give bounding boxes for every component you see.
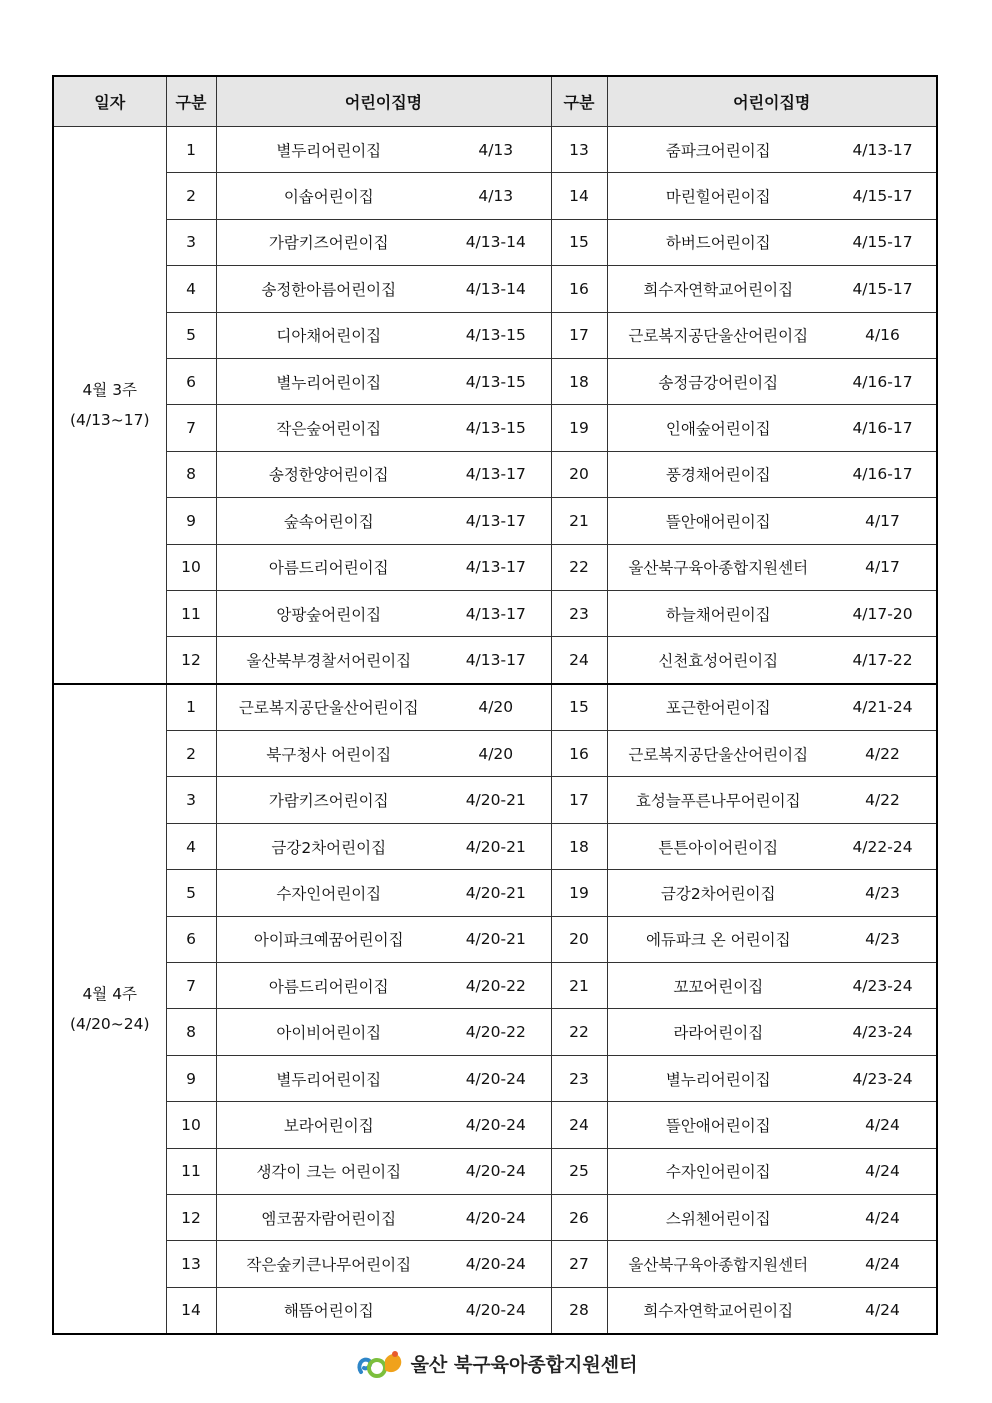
table-row xyxy=(53,1241,937,1287)
visit-date: 4/20-24 xyxy=(441,1287,551,1334)
visit-date: 4/13-15 xyxy=(441,405,551,451)
organization-logo-icon xyxy=(355,1346,405,1380)
visit-date: 4/13-14 xyxy=(441,219,551,265)
row-number: 5 xyxy=(166,312,216,358)
table-row xyxy=(53,173,937,219)
daycare-name: 꼬꼬어린이집 xyxy=(607,963,829,1009)
header-row xyxy=(53,76,937,127)
visit-date: 4/13 xyxy=(441,127,551,173)
visit-date: 4/13 xyxy=(441,173,551,219)
row-number: 12 xyxy=(166,637,216,684)
visit-date: 4/20-21 xyxy=(441,823,551,869)
daycare-name: 뜰안애어린이집 xyxy=(607,498,829,544)
row-number: 17 xyxy=(551,312,607,358)
daycare-name: 아이파크예꿈어린이집 xyxy=(216,916,441,962)
visit-date: 4/15-17 xyxy=(829,173,937,219)
daycare-name: 하늘채어린이집 xyxy=(607,590,829,636)
row-number: 23 xyxy=(551,590,607,636)
row-number: 2 xyxy=(166,173,216,219)
visit-date: 4/17 xyxy=(829,544,937,590)
row-number: 22 xyxy=(551,1009,607,1055)
header-name-left: 어린이집명 xyxy=(216,76,551,127)
row-number: 24 xyxy=(551,637,607,684)
table-row xyxy=(53,127,937,173)
daycare-name: 작은숲어린이집 xyxy=(216,405,441,451)
daycare-name: 라라어린이집 xyxy=(607,1009,829,1055)
table-row xyxy=(53,963,937,1009)
daycare-name: 아이비어린이집 xyxy=(216,1009,441,1055)
daycare-name: 이솝어린이집 xyxy=(216,173,441,219)
daycare-name: 가람키즈어린이집 xyxy=(216,219,441,265)
daycare-name: 송정금강어린이집 xyxy=(607,358,829,404)
row-number: 16 xyxy=(551,731,607,777)
daycare-name: 희수자연학교어린이집 xyxy=(607,1287,829,1334)
daycare-name: 효성늘푸른나무어린이집 xyxy=(607,777,829,823)
daycare-name: 하버드어린이집 xyxy=(607,219,829,265)
organization-name: 울산 북구육아종합지원센터 xyxy=(410,1353,638,1376)
week-range: (4/20~24) xyxy=(69,1014,150,1033)
row-number: 14 xyxy=(166,1287,216,1334)
row-number: 13 xyxy=(551,127,607,173)
visit-date: 4/20-24 xyxy=(441,1148,551,1194)
daycare-name: 디아채어린이집 xyxy=(216,312,441,358)
row-number: 19 xyxy=(551,405,607,451)
visit-date: 4/23-24 xyxy=(829,1055,937,1101)
visit-date: 4/13-17 xyxy=(441,498,551,544)
week-2-body xyxy=(53,684,937,1334)
row-number: 28 xyxy=(551,1287,607,1334)
daycare-name: 아름드리어린이집 xyxy=(216,544,441,590)
row-number: 3 xyxy=(166,219,216,265)
daycare-name: 풍경채어린이집 xyxy=(607,451,829,497)
visit-date: 4/20-22 xyxy=(441,1009,551,1055)
daycare-name: 보라어린이집 xyxy=(216,1102,441,1148)
daycare-name: 울산북부경찰서어린이집 xyxy=(216,637,441,684)
visit-date: 4/13-17 xyxy=(441,590,551,636)
visit-date: 4/20-21 xyxy=(441,916,551,962)
visit-date: 4/13-15 xyxy=(441,312,551,358)
week-label: 4월 4주 xyxy=(82,984,138,1003)
visit-date: 4/24 xyxy=(829,1287,937,1334)
schedule-table xyxy=(52,75,938,1335)
visit-date: 4/22 xyxy=(829,777,937,823)
daycare-name: 스위첸어린이집 xyxy=(607,1194,829,1240)
daycare-name: 울산북구육아종합지원센터 xyxy=(607,544,829,590)
row-number: 9 xyxy=(166,498,216,544)
row-number: 14 xyxy=(551,173,607,219)
visit-date: 4/17-20 xyxy=(829,590,937,636)
daycare-name: 근로복지공단울산어린이집 xyxy=(607,312,829,358)
visit-date: 4/13-17 xyxy=(441,637,551,684)
visit-date: 4/20-24 xyxy=(441,1194,551,1240)
daycare-name: 튼튼아이어린이집 xyxy=(607,823,829,869)
daycare-name: 포근한어린이집 xyxy=(607,684,829,731)
footer xyxy=(0,1345,992,1381)
visit-date: 4/16-17 xyxy=(829,451,937,497)
row-number: 20 xyxy=(551,451,607,497)
visit-date: 4/20-24 xyxy=(441,1102,551,1148)
table-row xyxy=(53,358,937,404)
table-row xyxy=(53,823,937,869)
week-label-cell xyxy=(53,127,166,684)
table-row xyxy=(53,312,937,358)
visit-date: 4/20-21 xyxy=(441,777,551,823)
table-row xyxy=(53,590,937,636)
row-number: 6 xyxy=(166,358,216,404)
table-row xyxy=(53,266,937,312)
row-number: 7 xyxy=(166,405,216,451)
row-number: 18 xyxy=(551,358,607,404)
visit-date: 4/15-17 xyxy=(829,266,937,312)
row-number: 11 xyxy=(166,1148,216,1194)
header-date: 일자 xyxy=(53,76,166,127)
table-row xyxy=(53,777,937,823)
row-number: 8 xyxy=(166,1009,216,1055)
table-row xyxy=(53,1009,937,1055)
daycare-name: 생각이 크는 어린이집 xyxy=(216,1148,441,1194)
row-number: 24 xyxy=(551,1102,607,1148)
row-number: 21 xyxy=(551,498,607,544)
row-number: 21 xyxy=(551,963,607,1009)
daycare-name: 별누리어린이집 xyxy=(216,358,441,404)
row-number: 7 xyxy=(166,963,216,1009)
header-type-left: 구분 xyxy=(166,76,216,127)
table-row xyxy=(53,451,937,497)
table-row xyxy=(53,684,937,731)
row-number: 15 xyxy=(551,684,607,731)
visit-date: 4/13-17 xyxy=(441,451,551,497)
daycare-name: 엠코꿈자람어린이집 xyxy=(216,1194,441,1240)
daycare-name: 앙팡숲어린이집 xyxy=(216,590,441,636)
daycare-name: 마린힐어린이집 xyxy=(607,173,829,219)
row-number: 19 xyxy=(551,870,607,916)
row-number: 3 xyxy=(166,777,216,823)
row-number: 26 xyxy=(551,1194,607,1240)
daycare-name: 울산북구육아종합지원센터 xyxy=(607,1241,829,1287)
week-range: (4/13~17) xyxy=(69,410,150,429)
daycare-name: 줌파크어린이집 xyxy=(607,127,829,173)
row-number: 12 xyxy=(166,1194,216,1240)
row-number: 27 xyxy=(551,1241,607,1287)
daycare-name: 가람키즈어린이집 xyxy=(216,777,441,823)
row-number: 25 xyxy=(551,1148,607,1194)
visit-date: 4/20 xyxy=(441,731,551,777)
daycare-name: 별누리어린이집 xyxy=(607,1055,829,1101)
header-name-right: 어린이집명 xyxy=(607,76,937,127)
daycare-name: 수자인어린이집 xyxy=(607,1148,829,1194)
table-row xyxy=(53,1102,937,1148)
row-number: 2 xyxy=(166,731,216,777)
visit-date: 4/22 xyxy=(829,731,937,777)
row-number: 20 xyxy=(551,916,607,962)
row-number: 5 xyxy=(166,870,216,916)
daycare-name: 별두리어린이집 xyxy=(216,127,441,173)
daycare-name: 희수자연학교어린이집 xyxy=(607,266,829,312)
daycare-name: 근로복지공단울산어린이집 xyxy=(216,684,441,731)
table-row xyxy=(53,498,937,544)
visit-date: 4/16-17 xyxy=(829,358,937,404)
daycare-name: 뜰안애어린이집 xyxy=(607,1102,829,1148)
row-number: 8 xyxy=(166,451,216,497)
week-label-cell xyxy=(53,684,166,1334)
visit-date: 4/13-17 xyxy=(829,127,937,173)
table-row xyxy=(53,405,937,451)
daycare-name: 신천효성어린이집 xyxy=(607,637,829,684)
daycare-name: 아름드리어린이집 xyxy=(216,963,441,1009)
daycare-name: 숲속어린이집 xyxy=(216,498,441,544)
table-row xyxy=(53,870,937,916)
daycare-name: 근로복지공단울산어린이집 xyxy=(607,731,829,777)
table-row xyxy=(53,1148,937,1194)
table-row xyxy=(53,1194,937,1240)
daycare-name: 금강2차어린이집 xyxy=(607,870,829,916)
row-number: 4 xyxy=(166,266,216,312)
visit-date: 4/20-21 xyxy=(441,870,551,916)
visit-date: 4/20-24 xyxy=(441,1055,551,1101)
visit-date: 4/16-17 xyxy=(829,405,937,451)
visit-date: 4/23-24 xyxy=(829,963,937,1009)
visit-date: 4/13-15 xyxy=(441,358,551,404)
row-number: 17 xyxy=(551,777,607,823)
week-1-body xyxy=(53,127,937,684)
visit-date: 4/13-14 xyxy=(441,266,551,312)
row-number: 18 xyxy=(551,823,607,869)
week-label: 4월 3주 xyxy=(82,380,138,399)
daycare-name: 에듀파크 온 어린이집 xyxy=(607,916,829,962)
visit-date: 4/16 xyxy=(829,312,937,358)
table-row xyxy=(53,916,937,962)
daycare-name: 송정한아름어린이집 xyxy=(216,266,441,312)
daycare-name: 작은숲키큰나무어린이집 xyxy=(216,1241,441,1287)
visit-date: 4/24 xyxy=(829,1194,937,1240)
visit-date: 4/24 xyxy=(829,1102,937,1148)
visit-date: 4/21-24 xyxy=(829,684,937,731)
row-number: 23 xyxy=(551,1055,607,1101)
visit-date: 4/17-22 xyxy=(829,637,937,684)
visit-date: 4/13-17 xyxy=(441,544,551,590)
visit-date: 4/22-24 xyxy=(829,823,937,869)
table-row xyxy=(53,637,937,684)
daycare-name: 북구청사 어린이집 xyxy=(216,731,441,777)
visit-date: 4/20-22 xyxy=(441,963,551,1009)
visit-date: 4/24 xyxy=(829,1241,937,1287)
visit-date: 4/20 xyxy=(441,684,551,731)
table-row xyxy=(53,1287,937,1334)
row-number: 1 xyxy=(166,127,216,173)
daycare-name: 해뜸어린이집 xyxy=(216,1287,441,1334)
row-number: 13 xyxy=(166,1241,216,1287)
visit-date: 4/17 xyxy=(829,498,937,544)
daycare-name: 인애숲어린이집 xyxy=(607,405,829,451)
visit-date: 4/23-24 xyxy=(829,1009,937,1055)
header-type-right: 구분 xyxy=(551,76,607,127)
row-number: 10 xyxy=(166,544,216,590)
row-number: 16 xyxy=(551,266,607,312)
row-number: 22 xyxy=(551,544,607,590)
daycare-name: 수자인어린이집 xyxy=(216,870,441,916)
table-row xyxy=(53,731,937,777)
table-row xyxy=(53,544,937,590)
row-number: 15 xyxy=(551,219,607,265)
visit-date: 4/20-24 xyxy=(441,1241,551,1287)
row-number: 11 xyxy=(166,590,216,636)
daycare-name: 금강2차어린이집 xyxy=(216,823,441,869)
visit-date: 4/23 xyxy=(829,916,937,962)
table-row xyxy=(53,219,937,265)
daycare-name: 별두리어린이집 xyxy=(216,1055,441,1101)
visit-date: 4/15-17 xyxy=(829,219,937,265)
visit-date: 4/24 xyxy=(829,1148,937,1194)
visit-date: 4/23 xyxy=(829,870,937,916)
row-number: 1 xyxy=(166,684,216,731)
row-number: 4 xyxy=(166,823,216,869)
daycare-name: 송정한양어린이집 xyxy=(216,451,441,497)
row-number: 10 xyxy=(166,1102,216,1148)
row-number: 9 xyxy=(166,1055,216,1101)
table-row xyxy=(53,1055,937,1101)
row-number: 6 xyxy=(166,916,216,962)
